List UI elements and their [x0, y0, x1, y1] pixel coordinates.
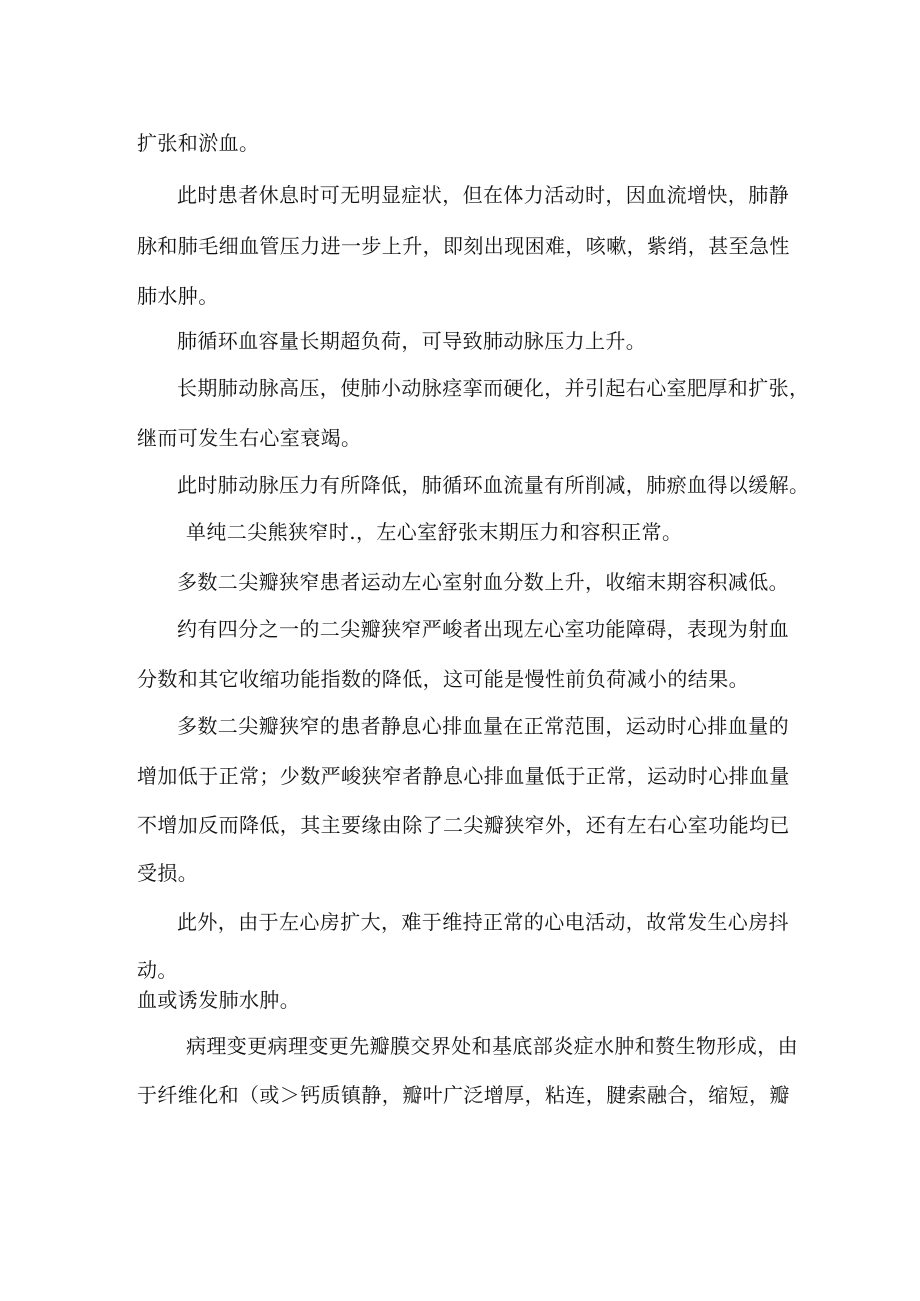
text-line: 继而可发生右心室衰竭。 [137, 426, 362, 450]
text-line: 增加低于正常；少数严峻狭窄者静息心排血量低于正常，运动时心排血量 [137, 764, 790, 788]
text-line: 病理变更病理变更先瓣膜交界处和基底部炎症水肿和赘生物形成，由 [186, 1034, 798, 1058]
text-line: 此外，由于左心房扩大，难于维持正常的心电活动，故常发生心房抖 [177, 910, 789, 934]
text-line: 此时患者休息时可无明显症状，但在体力活动时，因血流增快，肺静 [177, 183, 789, 207]
text-line: 动。 [137, 958, 178, 982]
text-line: 肺水肿。 [137, 284, 219, 308]
text-line: 多数二尖瓣狭窄的患者静息心排血量在正常范围，运动时心排血量的 [177, 714, 789, 738]
text-line: 多数二尖瓣狭窄患者运动左心室射血分数上升，收缩末期容积减低。 [177, 570, 789, 594]
text-line: 单纯二尖熊狭窄时.，左心室舒张末期压力和容积正常。 [186, 520, 683, 544]
text-line: 此时肺动脉压力有所降低，肺循环血流量有所削减，肺瘀血得以缓解。 [177, 473, 810, 497]
text-line: 于纤维化和（或＞钙质镇静，瓣叶广泛增厚，粘连，腱索融合，缩短，瓣 [137, 1083, 790, 1107]
text-line: 受损。 [137, 861, 199, 885]
text-line: 长期肺动脉高压，使肺小动脉痉挛而硬化，并引起右心室肥厚和扩张， [177, 376, 810, 400]
text-line: 不增加反而降低，其主要缘由除了二尖瓣狭窄外，还有左右心室功能均已 [137, 813, 790, 837]
text-line: 约有四分之一的二尖瓣狭窄严峻者出现左心室功能障碍，表现为射血 [177, 617, 789, 641]
text-line: 扩张和淤血。 [137, 131, 260, 155]
text-line: 血或诱发肺水肿。 [137, 988, 301, 1012]
text-line: 分数和其它收缩功能指数的降低，这可能是慢性前负荷减小的结果。 [137, 667, 749, 691]
text-line: 脉和肺毛细血管压力进一步上升，即刻出现困难，咳嗽，紫绡，甚至急性 [137, 234, 790, 258]
text-line: 肺循环血容量长期超负荷，可导致肺动脉压力上升。 [177, 329, 647, 353]
